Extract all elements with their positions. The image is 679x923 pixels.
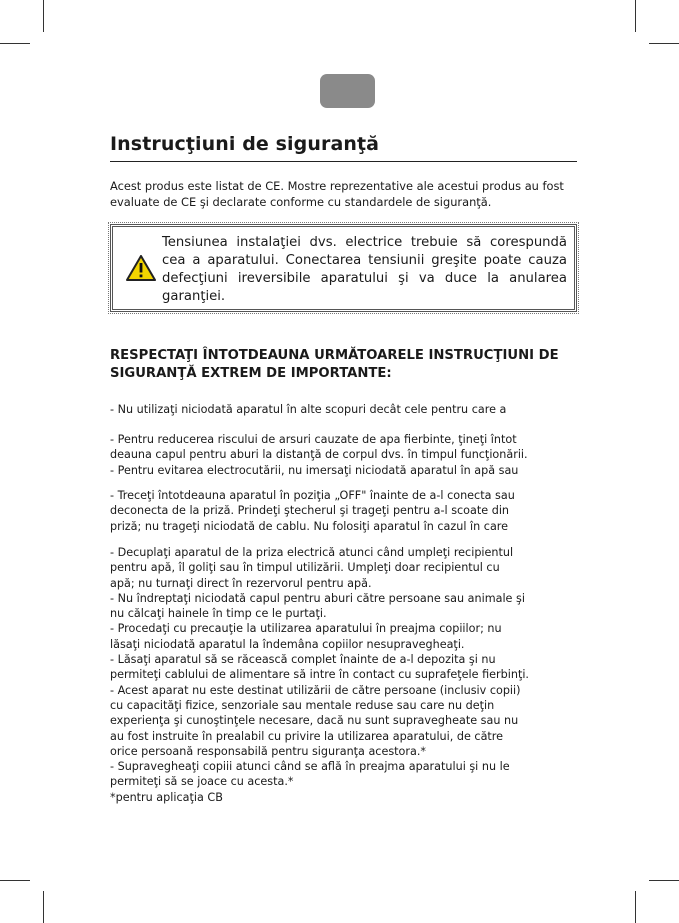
warning-triangle-icon <box>126 255 156 281</box>
instruction-item: - Pentru reducerea riscului de arsuri cauzate de apa fierbinte, ţineţi întot deauna capul pentru aburi la distanţă de corpul dvs. în timpul funcţionării. - Pentru evitarea electrocutării, nu imersaţi niciodată aparatul în apă sau <box>110 433 528 477</box>
instruction-item: - Treceţi întotdeauna aparatul în poziţia „OFF" înainte de a-l conecta sau deconecta de la priză. Prindeţi ştecherul şi trageţi pentru a-l scoate din priză; nu trageţi niciodată de cablu. Nu folosiţi aparatul în cazul în care <box>110 489 515 533</box>
warning-text: Tensiunea instalaţiei dvs. electrice trebuie să corespundă cea a aparatului. Conectarea tensiunii greşite poate cauza defecţiuni ireversibile aparatului şi va duce la anularea garanţiei. <box>162 235 567 304</box>
section-tab-marker <box>320 74 375 108</box>
crop-mark-top-right-horizontal <box>649 43 679 44</box>
intro-paragraph: Acest produs este listat de CE. Mostre reprezentative ale acestui produs au fost evaluate de CE şi declarate conforme cu standardele de siguranţă. <box>110 179 564 209</box>
title-divider <box>110 161 577 162</box>
crop-mark-bottom-left-vertical <box>43 891 44 923</box>
crop-mark-top-left-horizontal <box>0 43 30 44</box>
warning-box <box>110 224 577 312</box>
instruction-item: - Decuplaţi aparatul de la priza electrică atunci când umpleţi recipientul pentru apă, îl goliţi sau în timpul utilizării. Umpleţi doar recipientul cu apă; nu turnaţi direct în rezervorul pentru apă. - Nu îndreptaţi niciodată capul pentru aburi către persoane sau animale şi nu călcaţi hainele în timp ce le purtaţi. - Procedaţi cu precauţie la utilizarea aparatului în preajma copiilor; nu lăsaţi niciodată aparatul la îndemâna copiilor nesupravegheaţi. - Lăsaţi aparatul să se răcească complet înainte de a-l depozita şi nu permiteţi cablului de alimentare să intre în contact cu suprafeţele fierbinţi. - Acest aparat nu este destinat utilizării de către persoane (inclusiv copii) cu capacităţi fizice, senzoriale sau mentale reduse sau care nu deţin experienţa şi cunoştinţele necesare, dacă nu sunt supravegheate sau nu au fost instruite în prealabil cu privire la utilizarea aparatului, de către orice persoană responsabilă pentru siguranţa acestora.* - Supravegheaţi copiii atunci când se află în preajma aparatului şi nu le permiteţi să se joace cu acesta.* *pentru aplicaţia CB <box>110 546 529 804</box>
crop-mark-bottom-right-horizontal <box>649 880 679 881</box>
crop-mark-bottom-right-vertical <box>635 891 636 923</box>
crop-mark-bottom-left-horizontal <box>0 880 30 881</box>
page-title: Instrucţiuni de siguranţă <box>110 133 380 155</box>
section-heading: RESPECTAŢI ÎNTOTDEAUNA URMĂTOARELE INSTRUCŢIUNI DE SIGURANŢĂ EXTREM DE IMPORTANTE: <box>110 348 559 381</box>
instruction-item: - Nu utilizaţi niciodată aparatul în alte scopuri decât cele pentru care a <box>110 403 507 416</box>
crop-mark-top-right-vertical <box>635 0 636 32</box>
crop-mark-top-left-vertical <box>43 0 44 32</box>
